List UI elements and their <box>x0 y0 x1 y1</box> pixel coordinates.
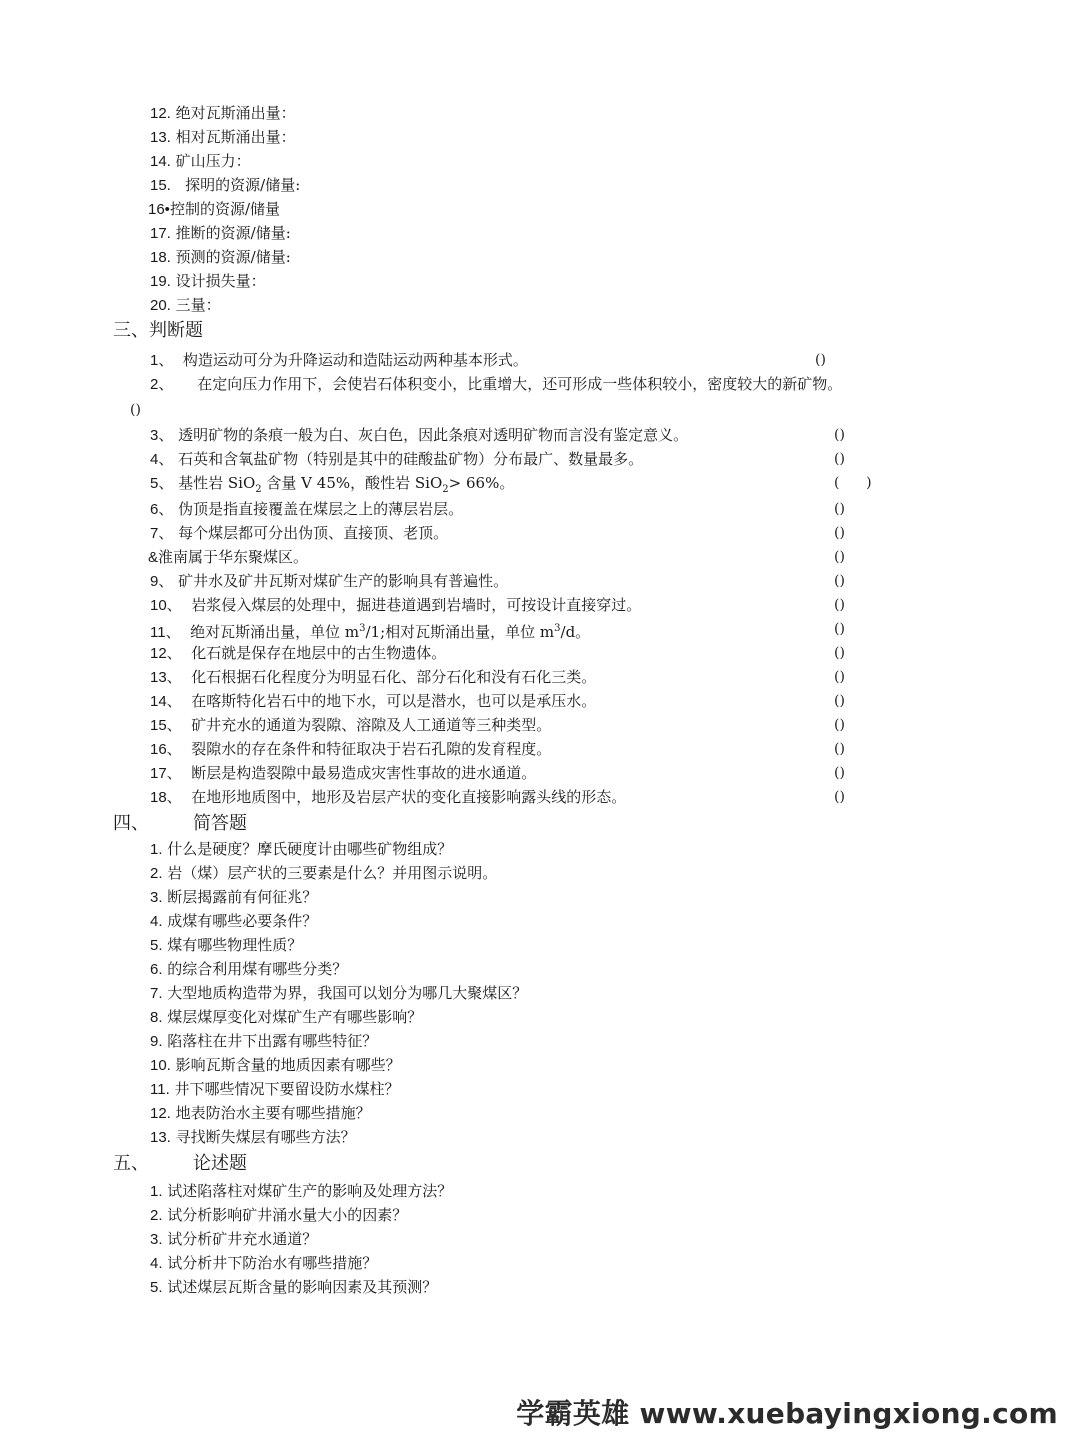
answer-parens: () <box>834 501 845 517</box>
question-item: 4、 石英和含氧盐矿物（特别是其中的硅酸盐矿物）分布最广、数量最多。 <box>150 450 644 468</box>
term-item: 12. 绝对瓦斯涌出量： <box>150 104 296 122</box>
term-item: 14. 矿山压力： <box>150 152 251 170</box>
question-item: 12、 化石就是保存在地层中的古生物遗体。 <box>150 644 447 662</box>
answer-parens: () <box>834 621 845 637</box>
answer-parens: () <box>130 402 141 418</box>
question-item: 8. 煤层煤厚变化对煤矿生产有哪些影响？ <box>150 1008 423 1026</box>
answer-parens: () <box>834 645 845 661</box>
question-item: 5. 煤有哪些物理性质？ <box>150 936 303 954</box>
question-item: 13、 化石根据石化程度分为明显石化、部分石化和没有石化三类。 <box>150 668 597 686</box>
question-item: 9. 陷落柱在井下出露有哪些特征？ <box>150 1032 378 1050</box>
answer-parens: () <box>834 741 845 757</box>
question-item: 7. 大型地质构造带为界，我国可以划分为哪几大聚煤区？ <box>150 984 528 1002</box>
term-item: 20. 三量： <box>150 296 221 314</box>
question-item: 1. 试述陷落柱对煤矿生产的影响及处理方法？ <box>150 1182 453 1200</box>
question-item: 10. 影响瓦斯含量的地质因素有哪些？ <box>150 1056 401 1074</box>
question-item: 5. 试述煤层瓦斯含量的影响因素及其预测？ <box>150 1278 438 1296</box>
question-item: 11. 井下哪些情况下要留设防水煤柱？ <box>150 1080 400 1098</box>
question-item: 2. 岩（煤）层产状的三要素是什么？并用图示说明。 <box>150 864 498 882</box>
answer-parens: () <box>834 597 845 613</box>
answer-parens: () <box>815 352 826 368</box>
question-item: 2. 试分析影响矿井涌水量大小的因素？ <box>150 1206 408 1224</box>
question-item: 14、 在喀斯特化岩石中的地下水，可以是潜水，也可以是承压水。 <box>150 692 597 710</box>
section-heading-short-answer: 四、 简答题 <box>113 813 247 834</box>
term-item: 19. 设计损失量： <box>150 272 266 290</box>
question-item: 6. 的综合利用煤有哪些分类？ <box>150 960 348 978</box>
term-item: 17. 推断的资源/储量: <box>150 224 291 242</box>
question-item: &淮南属于华东聚煤区。 <box>148 548 309 566</box>
site-watermark: 学霸英雄 www.xuebayingxiong.com <box>516 1397 1058 1430</box>
term-item: 16•控制的资源/储量 <box>148 200 280 218</box>
answer-parens: () <box>834 451 845 467</box>
question-item: 17、 断层是构造裂隙中最易造成灾害性事故的进水通道。 <box>150 764 537 782</box>
question-item: 11、 绝对瓦斯涌出量，单位 $m^3/1$;相对瓦斯涌出量，单位 $m^3/d$。 <box>150 623 591 641</box>
answer-parens: () <box>834 525 845 541</box>
answer-parens: () <box>834 693 845 709</box>
answer-parens: () <box>834 573 845 589</box>
answer-parens: () <box>834 669 845 685</box>
question-item: 6、 伪顶是指直接覆盖在煤层之上的薄层岩层。 <box>150 500 464 518</box>
question-item: 4. 试分析井下防治水有哪些措施？ <box>150 1254 378 1272</box>
answer-parens: () <box>834 717 845 733</box>
question-item: 1. 什么是硬度？摩氏硬度计由哪些矿物组成？ <box>150 840 453 858</box>
question-item: 10、 岩浆侵入煤层的处理中，掘进巷道遇到岩墙时，可按设计直接穿过。 <box>150 596 642 614</box>
answer-parens: () <box>834 789 845 805</box>
question-item: 16、 裂隙水的存在条件和特征取决于岩石孔隙的发育程度。 <box>150 740 552 758</box>
answer-parens: () <box>834 549 845 565</box>
question-item: 7、 每个煤层都可分出伪顶、直接顶、老顶。 <box>150 524 449 542</box>
question-item: 1、 构造运动可分为升降运动和造陆运动两种基本形式。 <box>150 351 528 369</box>
term-item: 15. 探明的资源/储量: <box>150 176 301 194</box>
question-item: 3. 断层揭露前有何征兆？ <box>150 888 318 906</box>
question-item: 2、 在定向压力作用下，会使岩石体积变小，比重增大，还可形成一些体积较小，密度较大的新矿物。 <box>150 375 843 393</box>
question-item: 12. 地表防治水主要有哪些措施？ <box>150 1104 371 1122</box>
answer-parens: () <box>834 427 845 443</box>
section-heading-essay: 五、 论述题 <box>113 1153 247 1174</box>
section-heading-true-false: 三、判断题 <box>113 320 203 341</box>
question-item: 15、 矿井充水的通道为裂隙、溶隙及人工通道等三种类型。 <box>150 716 552 734</box>
question-item: 13. 寻找断失煤层有哪些方法？ <box>150 1128 356 1146</box>
question-item: 5、 基性岩 SiO$_2$ 含量 V 45%，酸性岩 SiO$_2$> 66%。 <box>150 474 515 495</box>
question-item: 18、 在地形地质图中，地形及岩层产状的变化直接影响露头线的形态。 <box>150 788 627 806</box>
question-item: 3、 透明矿物的条痕一般为白、灰白色，因此条痕对透明矿物而言没有鉴定意义。 <box>150 426 689 444</box>
question-item: 3. 试分析矿井充水通道？ <box>150 1230 318 1248</box>
question-item: 9、 矿井水及矿井瓦斯对煤矿生产的影响具有普遍性。 <box>150 572 509 590</box>
term-item: 18. 预测的资源/储量: <box>150 248 291 266</box>
answer-parens: ( ) <box>834 475 872 491</box>
question-item: 4. 成煤有哪些必要条件？ <box>150 912 318 930</box>
answer-parens: () <box>834 765 845 781</box>
term-item: 13. 相对瓦斯涌出量： <box>150 128 296 146</box>
